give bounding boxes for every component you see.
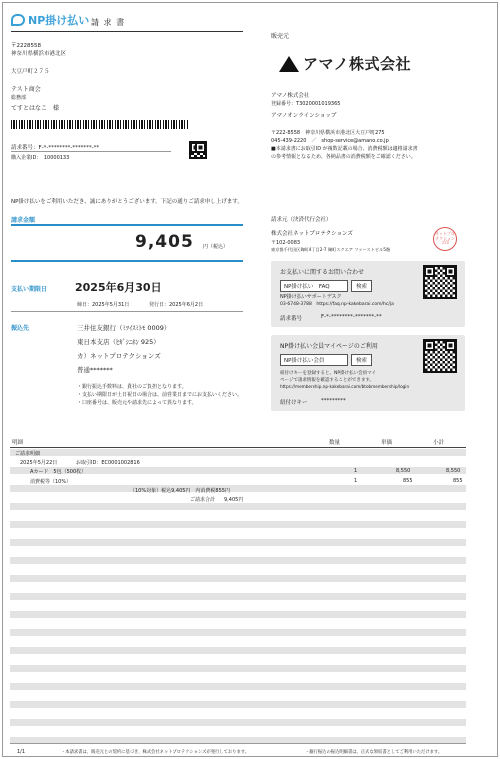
recipient-company: テスト商会	[11, 86, 41, 93]
bank-line-1: 三井住友銀行（ﾐﾂｲｽﾐﾄﾓ 0009）	[77, 324, 171, 332]
greeting-text: NP掛け払いをご利用いただき、誠にありがとうございます。下記の通りご請求申し上げます。	[11, 199, 243, 205]
table-row	[10, 467, 466, 475]
table-stripe	[10, 665, 466, 672]
np-logo	[11, 12, 89, 28]
tax-summary: （10%対象）税込9,405円 内消費税855円	[130, 488, 230, 494]
inquiry-invoice-no-label: 請求番号	[280, 316, 303, 322]
table-stripe	[10, 539, 466, 546]
table-stripe	[10, 503, 466, 510]
seller-name: アマノ株式会社	[271, 93, 310, 99]
item-subtotal: 8,550	[446, 468, 461, 474]
footer-note-2: ・銀行振込の振込明細書は、正式な領収書としてご利用いただけます。	[305, 750, 443, 755]
member-url[interactable]: https://membership.np-kakebarai.com/btobmembership/login	[280, 384, 410, 389]
company-seal-icon	[433, 227, 457, 251]
header-divider	[11, 31, 243, 32]
np-logo-text: NP掛け払い	[28, 14, 90, 27]
table-stripe	[10, 683, 466, 690]
total-label: ご請求合計	[190, 497, 216, 503]
member-qr-code[interactable]	[423, 339, 457, 373]
inquiry-title: お支払いに関するお問い合わせ	[280, 269, 365, 276]
member-desc-1: 紐付けキーを登録すると、NP掛け払い会員マイ	[280, 371, 376, 376]
invoice-qr-code[interactable]	[189, 141, 207, 159]
faq-qr-code[interactable]	[423, 265, 457, 299]
invoice-number-label: 請求番号：	[11, 145, 39, 151]
purchaser-id-value: 10000133	[43, 155, 70, 161]
member-search-field[interactable]: NP掛け払い会員	[280, 354, 348, 366]
seller-logo	[279, 53, 411, 74]
table-header-item: 明細	[12, 440, 24, 446]
table-stripe	[10, 701, 466, 708]
seller-note-1: ■本請求書にお取引ID が複数記載の場合、消費税額は適格請求書	[271, 146, 418, 152]
bank-label: 振込先	[11, 325, 30, 332]
seller-shop: アマノオンラインショップ	[271, 113, 337, 119]
seller-reg-value: T3020001019365	[296, 101, 341, 107]
item-price: 855	[403, 478, 413, 484]
np-logo-icon	[11, 14, 25, 26]
issuer-postal: 〒102-0083	[271, 240, 301, 246]
recipient-postal: 〒2228558	[11, 43, 41, 49]
table-stripe	[10, 719, 466, 726]
bank-line-4: 普通*******	[77, 366, 113, 374]
inquiry-invoice-no: F-*-********-*******-**	[321, 314, 382, 320]
issuer-address: 東京都千代田区麹町4丁目2-7 麹町スクエア ファーストビル5階	[271, 247, 391, 252]
seller-reg-label: 登録番号：	[271, 101, 297, 107]
member-key-label: 紐付けキー	[280, 400, 308, 406]
amano-triangle-icon	[279, 56, 299, 72]
table-stripe	[10, 593, 466, 600]
amount-value: 9,405	[135, 232, 194, 252]
txn-date: 2025年5月22日	[20, 460, 58, 466]
seller-reg	[271, 100, 340, 107]
table-stripe	[10, 449, 466, 456]
due-date: 2025年6月30日	[75, 281, 162, 294]
issuer-label: 請求元（決済代行会社）	[271, 217, 332, 223]
seal-text: ネットプロテクションズ印	[435, 231, 455, 246]
member-desc-2: ページで請求情報を確認することができます。	[280, 378, 375, 383]
amount-label: 請求金額	[11, 217, 36, 224]
item-subtotal: 855	[453, 478, 463, 484]
table-header-qty: 数量	[329, 440, 341, 446]
item-name: 消費税等（10%）	[30, 479, 72, 485]
table-stripe	[10, 557, 466, 564]
table-stripe	[10, 647, 466, 654]
tax-summary-row	[10, 486, 466, 494]
page-number: 1/1	[17, 749, 26, 755]
amount-top-line	[11, 224, 243, 226]
due-label: 支払い期限日	[11, 286, 48, 293]
due-divider	[11, 311, 243, 312]
seller-note-2: の参考情報となるため、各納品書の消費税額をご確認ください。	[271, 154, 416, 160]
table-header-subtotal: 小計	[433, 440, 445, 446]
purchaser-id	[11, 154, 69, 161]
total-value: 9,405円	[224, 497, 244, 503]
recipient-address1: 神奈川県横浜市港北区	[11, 51, 67, 57]
amount-bottom-line	[11, 260, 243, 262]
invoice-number-value: F-*-********-*******-**	[38, 145, 100, 151]
support-desk: NP掛け払いサポートデスク	[280, 294, 342, 300]
seller-address: 〒222-8558 神奈川県横浜市港北区大豆戸町275	[271, 130, 385, 136]
table-header-line	[10, 447, 466, 448]
table-stripe	[10, 629, 466, 636]
recipient-address2: 大豆戸町２７５	[11, 69, 50, 75]
bank-line-3: カ）ネットプロテクションズ	[77, 352, 161, 360]
faq-search-field[interactable]: NP掛け払い FAQ	[280, 280, 348, 292]
issuer-name: 株式会社ネットプロテクションズ	[271, 231, 353, 237]
member-title: NP掛け払い会員マイページのご利用	[280, 343, 378, 350]
seller-label: 販売元	[271, 33, 290, 40]
seller-contact[interactable]: 045-439-2220 ／ shop-service@amano.co.jp	[271, 138, 389, 144]
item-price: 8,550	[396, 468, 411, 474]
item-qty: 1	[354, 478, 358, 484]
table-stripe	[10, 521, 466, 528]
section-title: ご請求明細	[15, 451, 41, 457]
txn-row	[10, 458, 466, 466]
member-search-button[interactable]: 検索	[351, 354, 372, 366]
bank-line-2: 東日本支店（ﾋｶﾞｼﾆﾎﾝ 925）	[77, 338, 160, 346]
table-header-price: 単価	[381, 440, 393, 446]
txn-id: お取引ID：EC0001002816	[76, 460, 140, 466]
faq-search-button[interactable]: 検索	[351, 280, 372, 292]
bank-note-1: ・銀行振込手数料は、貴社のご負担となります。	[77, 384, 187, 390]
bank-note-3: ・口座番号は、販売元や請求先によって異なります。	[77, 400, 197, 406]
invoice-number	[11, 143, 99, 151]
member-key-value: *********	[321, 398, 346, 404]
invoice-number-underline	[11, 151, 171, 152]
purchaser-id-label: 購入企業ID：	[11, 155, 39, 161]
table-stripe	[10, 575, 466, 582]
amount-unit: 円（税込）	[203, 244, 229, 250]
closing-date: 締日：2025年5月31日	[77, 302, 130, 308]
footer-note-1: ・本請求書は、販売元との契約に基づき、株式会社ネットプロテクションズが発行しております。	[61, 750, 250, 755]
recipient-name: てすとはなこ 様	[11, 105, 60, 112]
postal-barcode	[11, 120, 189, 129]
item-name: Aカード 5包（500枚）	[30, 469, 87, 475]
recipient-department: 総務部	[11, 95, 27, 101]
table-stripe	[10, 611, 466, 618]
bank-note-2: ・支払い期限日が土日祝日の場合は、前営業日までにお支払いください。	[77, 392, 243, 398]
footer-line	[10, 743, 466, 744]
support-contact[interactable]: 03-6748-3788 https://faq.np-kakebarai.com/hc/ja	[280, 302, 394, 307]
item-qty: 1	[354, 468, 358, 474]
issue-date: 発行日：2025年6月2日	[149, 302, 204, 308]
doc-title: 請 求 書	[91, 18, 126, 27]
seller-logo-text: アマノ株式会社	[303, 55, 412, 73]
invoice-page	[2, 2, 498, 757]
table-row	[10, 477, 466, 485]
total-row	[10, 495, 466, 503]
